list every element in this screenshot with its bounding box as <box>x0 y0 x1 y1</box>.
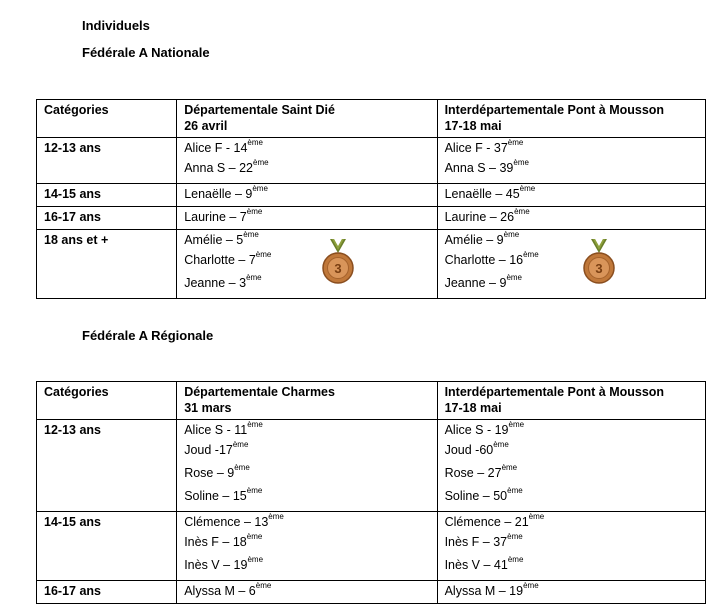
rank-suffix: ème <box>507 532 523 541</box>
result-line <box>445 531 698 554</box>
rank-suffix: ème <box>507 138 524 147</box>
result-text: Clémence – 13 <box>184 515 269 529</box>
result-text: Alyssa M – 6 <box>184 584 256 598</box>
result-line <box>445 232 698 249</box>
result-text: Alice F - 14 <box>184 141 248 155</box>
result-line <box>184 439 429 462</box>
rank-suffix: ème <box>253 158 269 167</box>
table-header-row <box>37 100 706 138</box>
category-cell: 16-17 ans <box>37 581 177 604</box>
result-line <box>445 462 698 485</box>
result-line <box>184 209 429 226</box>
rank-suffix: ème <box>523 581 539 590</box>
rank-suffix: ème <box>519 184 536 193</box>
category-cell: 12-13 ans <box>37 420 177 512</box>
rank-suffix: ème <box>506 273 522 282</box>
competition-1-results <box>177 512 437 581</box>
result-text: Alice F - 37 <box>444 141 508 155</box>
result-text: Joud -60 <box>444 443 494 457</box>
medal-label: 3 <box>334 261 342 276</box>
table-row <box>37 512 706 581</box>
rank-suffix: ème <box>501 463 518 472</box>
rank-suffix: ème <box>243 230 259 239</box>
result-line <box>184 249 429 272</box>
rank-suffix: ème <box>247 420 263 429</box>
competition-2-results <box>437 184 705 207</box>
table-row <box>37 420 706 512</box>
result-line <box>445 422 698 439</box>
rank-suffix: ème <box>246 207 263 216</box>
result-line <box>445 439 698 462</box>
result-text: Charlotte – 7 <box>184 253 256 267</box>
table-header-row <box>37 382 706 420</box>
result-line <box>184 157 429 180</box>
result-line <box>184 272 429 295</box>
result-line <box>445 272 698 295</box>
result-text: Soline – 15 <box>184 489 247 503</box>
rank-suffix: ème <box>493 440 509 449</box>
result-text: Rose – 9 <box>184 466 235 480</box>
result-line <box>184 554 429 577</box>
result-line <box>445 249 698 272</box>
competition-1-results <box>177 420 437 512</box>
result-line <box>184 232 429 249</box>
result-line <box>445 583 698 600</box>
result-line <box>445 209 698 226</box>
result-line <box>445 157 698 180</box>
bronze-medal-icon <box>582 239 616 289</box>
result-text: Jeanne – 9 <box>444 276 507 290</box>
rank-suffix: ème <box>523 250 539 259</box>
table-row <box>37 581 706 604</box>
competition-name: Interdépartementale Pont à Mousson <box>444 385 665 399</box>
competition-2-results <box>437 230 705 299</box>
regionale-title: Fédérale A Régionale <box>82 328 214 343</box>
rank-suffix: ème <box>247 138 263 147</box>
regionale-table <box>36 381 706 604</box>
result-text: Alice S - 11 <box>184 423 248 437</box>
rank-suffix: ème <box>246 486 263 495</box>
header-competition-2 <box>437 382 705 420</box>
rank-suffix: ème <box>268 512 284 521</box>
header-competition-2 <box>437 100 705 138</box>
competition-1-results <box>177 207 437 230</box>
result-line <box>445 485 698 508</box>
result-text: Laurine – 26 <box>444 210 515 224</box>
result-text: Inès F – 37 <box>444 535 508 549</box>
competition-date: 31 mars <box>184 401 232 415</box>
competition-date: 26 avril <box>184 119 228 133</box>
result-line <box>445 140 698 157</box>
table-row <box>37 207 706 230</box>
result-text: Lenaëlle – 9 <box>184 187 253 201</box>
result-text: Alyssa M – 19 <box>444 584 524 598</box>
competition-date: 17-18 mai <box>444 119 502 133</box>
table-row <box>37 138 706 184</box>
competition-1-results <box>177 138 437 184</box>
category-cell: 14-15 ans <box>37 184 177 207</box>
result-line <box>184 583 429 600</box>
category-cell: 16-17 ans <box>37 207 177 230</box>
result-line <box>184 422 429 439</box>
result-text: Soline – 50 <box>444 489 508 503</box>
result-text: Anna S – 22 <box>184 161 254 175</box>
competition-2-results <box>437 420 705 512</box>
competition-2-results <box>437 138 705 184</box>
result-text: Lenaëlle – 45 <box>444 187 520 201</box>
result-text: Joud -17 <box>184 443 233 457</box>
rank-suffix: ème <box>252 184 268 193</box>
nationale-table <box>36 99 706 299</box>
result-text: Laurine – 7 <box>184 210 247 224</box>
competition-2-results <box>437 512 705 581</box>
result-line <box>184 514 429 531</box>
category-cell: 14-15 ans <box>37 512 177 581</box>
bronze-medal-icon <box>321 239 355 289</box>
result-text: Charlotte – 16 <box>444 253 524 267</box>
result-line <box>184 485 429 508</box>
rank-suffix: ème <box>507 555 524 564</box>
rank-suffix: ème <box>234 463 250 472</box>
rank-suffix: ème <box>514 207 530 216</box>
rank-suffix: ème <box>513 158 529 167</box>
result-text: Inès V – 19 <box>184 558 248 572</box>
section-title: Individuels <box>82 18 150 33</box>
result-text: Clémence – 21 <box>444 515 529 529</box>
category-cell: 18 ans et + <box>37 230 177 299</box>
result-line <box>184 140 429 157</box>
result-text: Amélie – 5 <box>184 233 244 247</box>
rank-suffix: ème <box>528 512 545 521</box>
result-text: Inès V – 41 <box>444 558 508 572</box>
result-text: Rose – 27 <box>444 466 502 480</box>
nationale-title: Fédérale A Nationale <box>82 45 210 60</box>
result-line <box>184 531 429 554</box>
result-line <box>445 554 698 577</box>
header-category: Catégories <box>37 100 177 138</box>
header-competition-1 <box>177 100 437 138</box>
table-row <box>37 184 706 207</box>
rank-suffix: ème <box>503 230 520 239</box>
header-competition-1 <box>177 382 437 420</box>
result-line <box>184 462 429 485</box>
competition-2-results <box>437 207 705 230</box>
competition-2-results <box>437 581 705 604</box>
table-row <box>37 230 706 299</box>
competition-1-results <box>177 184 437 207</box>
header-category: Catégories <box>37 382 177 420</box>
competition-1-results <box>177 230 437 299</box>
category-cell: 12-13 ans <box>37 138 177 184</box>
rank-suffix: ème <box>255 250 272 259</box>
rank-suffix: ème <box>246 532 263 541</box>
result-line <box>445 186 698 203</box>
medal-label: 3 <box>594 261 603 276</box>
result-line <box>445 514 698 531</box>
result-text: Inès F – 18 <box>184 535 247 549</box>
result-text: Alice S - 19 <box>444 423 509 437</box>
result-line <box>184 186 429 203</box>
competition-1-results <box>177 581 437 604</box>
competition-name: Départementale Charmes <box>184 385 335 399</box>
rank-suffix: ème <box>255 581 272 590</box>
competition-date: 17-18 mai <box>444 401 502 415</box>
rank-suffix: ème <box>507 486 523 495</box>
competition-name: Interdépartementale Pont à Mousson <box>444 103 665 117</box>
result-text: Amélie – 9 <box>444 233 504 247</box>
rank-suffix: ème <box>508 420 525 429</box>
competition-name: Départementale Saint Dié <box>184 103 335 117</box>
rank-suffix: ème <box>247 555 264 564</box>
result-text: Jeanne – 3 <box>184 276 247 290</box>
result-text: Anna S – 39 <box>444 161 514 175</box>
rank-suffix: ème <box>246 273 262 282</box>
rank-suffix: ème <box>232 440 249 449</box>
